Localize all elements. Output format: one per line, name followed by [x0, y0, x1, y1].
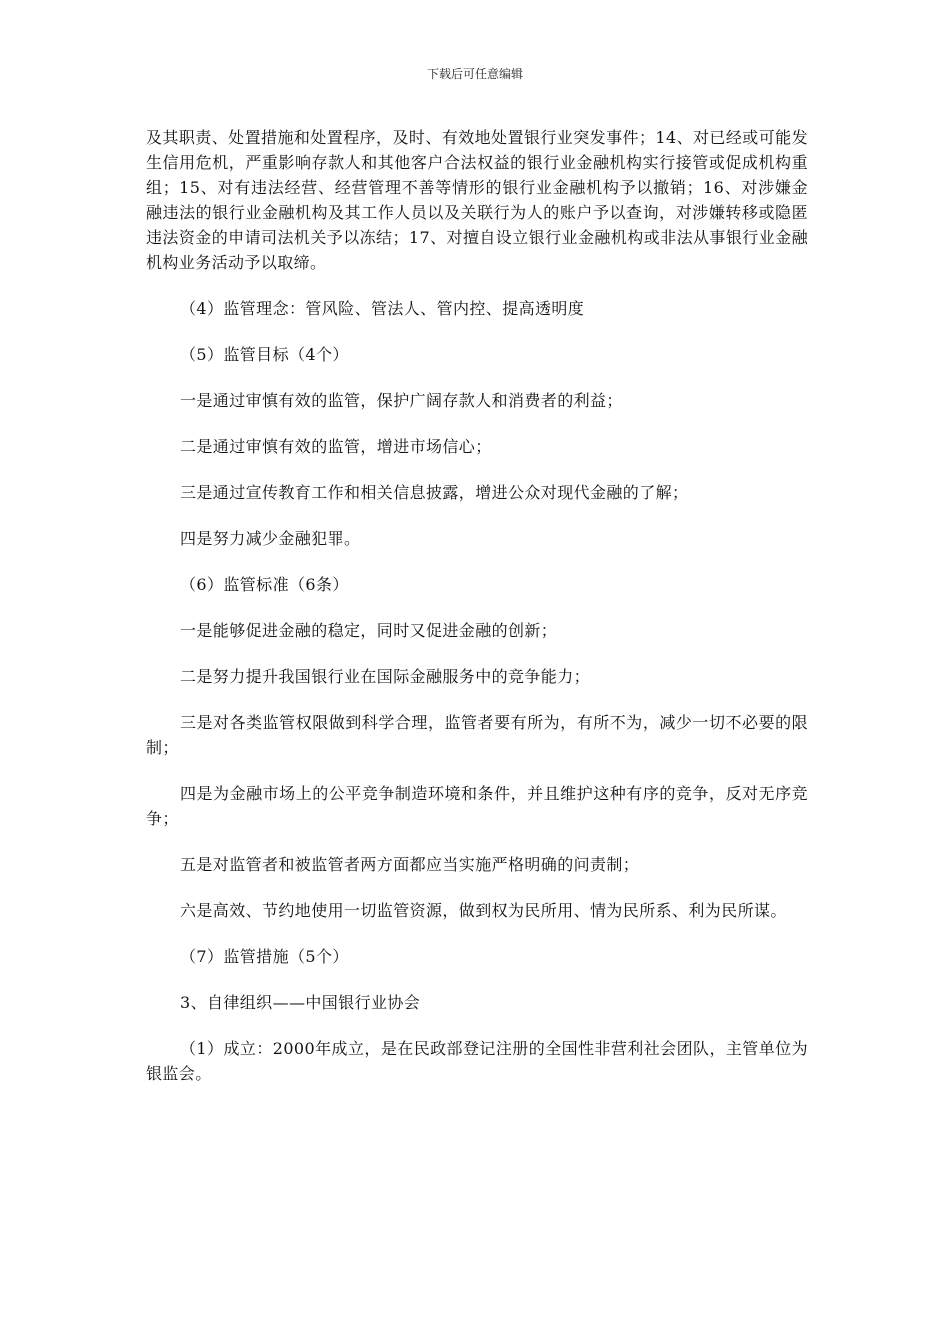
paragraph-standard-3: 三是对各类监管权限做到科学合理，监管者要有所为，有所不为，减少一切不必要的限制； — [146, 713, 808, 757]
paragraph-goal-2: 二是通过审慎有效的监管，增进市场信心； — [180, 437, 492, 456]
document-body — [146, 125, 808, 1086]
page-header: 下载后可任意编辑 — [426, 67, 523, 81]
paragraph-goal-4: 四是努力减少金融犯罪。 — [180, 529, 361, 548]
paragraph-supervision-philosophy: （4）监管理念：管风险、管法人、管内控、提高透明度 — [180, 299, 585, 318]
paragraph-association-founding: （1）成立：2000年成立，是在民政部登记注册的全国性非营利社会团队，主管单位为银监会。 — [146, 1039, 808, 1083]
paragraph-standard-2: 二是努力提升我国银行业在国际金融服务中的竞争能力； — [180, 667, 591, 686]
paragraph-goal-3: 三是通过宣传教育工作和相关信息披露，增进公众对现代金融的了解； — [180, 483, 689, 502]
paragraph-supervision-goals-heading: （5）监管目标（4个） — [180, 345, 349, 364]
paragraph-supervision-standards-heading: （6）监管标准（6条） — [180, 575, 349, 594]
paragraph-goal-1: 一是通过审慎有效的监管，保护广阔存款人和消费者的利益； — [180, 391, 623, 410]
paragraph-self-regulatory-org-heading: 3、自律组织——中国银行业协会 — [180, 993, 421, 1012]
paragraph-standard-4: 四是为金融市场上的公平竞争制造环境和条件，并且维护这种有序的竞争，反对无序竞争； — [146, 784, 808, 828]
paragraph-supervision-measures-heading: （7）监管措施（5个） — [180, 947, 349, 966]
paragraph-standard-1: 一是能够促进金融的稳定，同时又促进金融的创新； — [180, 621, 558, 640]
paragraph-standard-5: 五是对监管者和被监管者两方面都应当实施严格明确的问责制； — [180, 855, 640, 874]
paragraph-supervision-powers-continued: 及其职责、处置措施和处置程序，及时、有效地处置银行业突发事件；14、对已经或可能发生信用危机，严重影响存款人和其他客户合法权益的银行业金融机构实行接管或促成机构重组；15、对有违法经营、经营管理不善等情形的银行业金融机构予以撤销；16、对涉嫌金融违法的银行业金融机构及其工作人员以及关联行为人的账户予以查询，对涉嫌转移或隐匿违法资金的申请司法机关予以冻结；17、对擅自设立银行业金融机构或非法从事银行业金融机构业务活动予以取缔。 — [146, 128, 808, 272]
paragraph-standard-6: 六是高效、节约地使用一切监管资源，做到权为民所用、情为民所系、利为民所谋。 — [180, 901, 787, 920]
